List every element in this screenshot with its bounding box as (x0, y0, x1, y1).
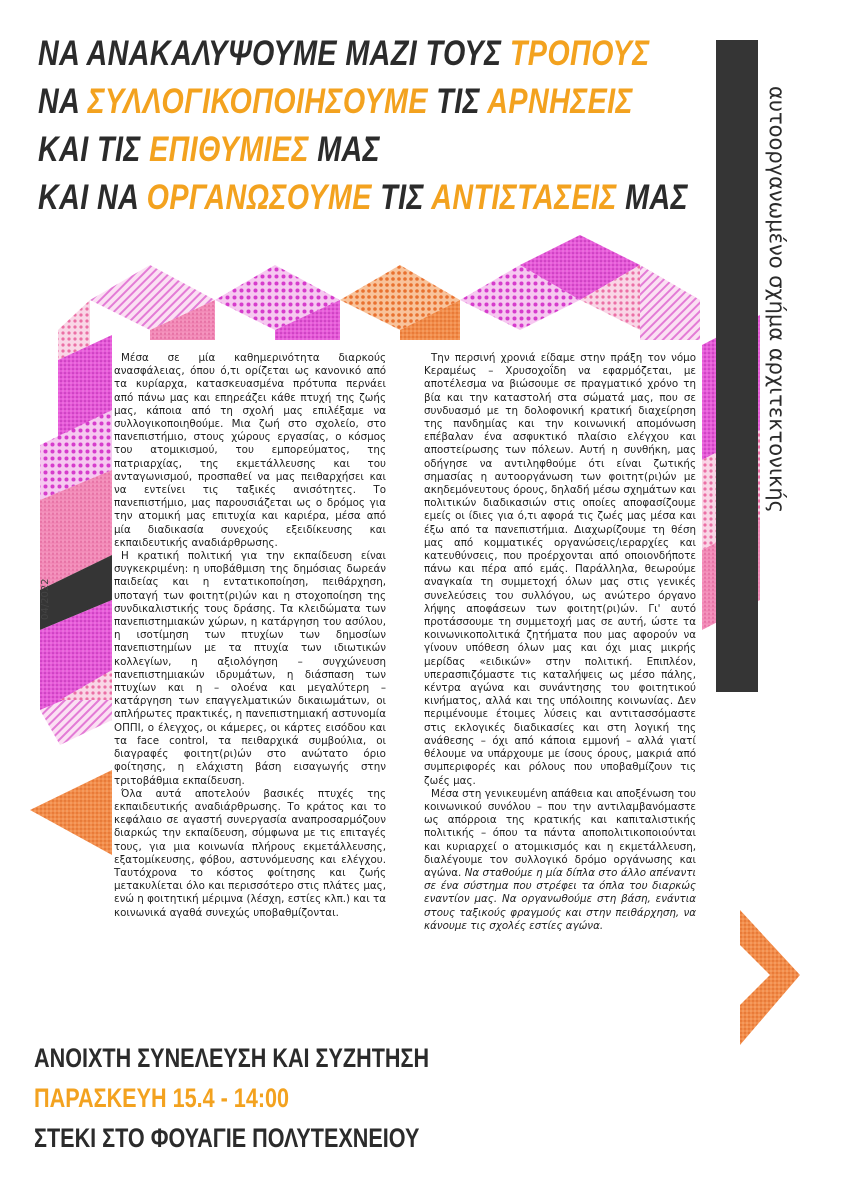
event-datetime: ΠΑΡΑΣΚΕΥΗ 15.4 - 14:00 (34, 1083, 290, 1113)
paragraph (424, 788, 696, 933)
headline-text: ΝΑ ΑΝΑΚΑΛΥΨΟΥΜΕ ΜΑΖΙ ΤΟΥΣ (38, 34, 510, 73)
article-column-left (114, 352, 386, 920)
article-column-right (424, 352, 696, 933)
headline-text: ΜΑΣ (616, 178, 688, 217)
headline-highlight: ΣΥΛΛΟΓΙΚΟΠΟΙΗΣΟΥΜΕ (87, 82, 428, 121)
headline-text: ΚΑΙ ΤΙΣ (38, 130, 150, 169)
paragraph: Μέσα σε μία καθημερινότητα διαρκούς ανασφάλειας, όπου ό,τι ορίζεται ως κανονικό από τα κυρίαρχα, κατασκευασμένα πρότυπα περνάει από πάνω μας και επηρεάζει κάθε πτυχή της ζωής μας, κάποια από τη σχολή μας επιλέξαμε να συλλογικοποιηθούμε. Μια ζωή στο σχολείο, στο πανεπιστήμιο, στους χώρους εργασίας, ο κόσμος του ατομικισμού, του εμπορεύματος, της πατριαρχίας, της εκμετάλλευσης και του ανταγωνισμού, προσπαθεί να μας πειθαρχήσει και να εντείνει τις ταξικές ανισότητες. Το πανεπιστήμιο, μας παρουσιάζεται ως ο δρόμος για την ατομική μας επιτυχία και καριέρα, μέσα από μία διαδικασία συνεχούς εξειδίκευσης και εκπαιδευτικής αναδιάρθρωσης. (114, 352, 386, 549)
event-info (34, 1038, 434, 1158)
headline-highlight: ΑΡΝΗΣΕΙΣ (487, 82, 633, 121)
headline-line-1 (38, 30, 650, 78)
article-body (112, 340, 702, 1040)
paragraph: Όλα αυτά αποτελούν βασικές πτυχές της εκπαιδευτικής αναδιάρθρωσης. Το κράτος και το κεφάλαιο σε αγαστή συνεργασία αναπροσαρμόζουν διαρκώς την εκπαίδευση, σύμφωνα με τις επιταγές τους, για μια κοινωνία πλήρους εκμετάλλευσης, εξατομίκευσης, φόβου, αστυνόμευσης και ελέγχου. Ταυτόχρονα το κόστος φοίτησης και ζωής μετακυλίεται όλο και περισσότερο στις πλάτες μας, ενώ η φοιτητική μέριμνα (λέσχη, εστίες κλπ.) και τα κοινωνικά αγαθά συνεχώς υποβαθμίζονται. (114, 787, 386, 919)
event-location: ΣΤΕΚΙ ΣΤΟ ΦΟΥΑΓΙΕ ΠΟΛΥΤΕΧΝΕΙΟΥ (34, 1123, 420, 1153)
headline-highlight: ΑΝΤΙΣΤΑΣΕΙΣ (431, 178, 617, 217)
headline-line-4 (38, 174, 688, 222)
headline-highlight: ΤΡΟΠΟΥΣ (509, 34, 650, 73)
headline (38, 30, 688, 222)
closing-call: Να σταθούμε η μία δίπλα στο άλλο απέναντι σε ένα σύστημα που στρέφει τα όπλα του διαρκώς εναντίον μας. Να οργανωθούμε στη βάση, ενάντια στους ταξικούς φραγμούς και στην πειθάρχηση, να κάνουμε τις σχολές εστίες αγώνα. (424, 866, 696, 932)
side-label: αυτοοργανωμένο σχήμα αρχιτεκτονικής (765, 86, 789, 513)
side-banner (716, 40, 758, 692)
headline-highlight: ΟΡΓΑΝΩΣΟΥΜΕ (146, 178, 372, 217)
event-title: ΑΝΟΙΧΤΗ ΣΥΝΕΛΕΥΣΗ ΚΑΙ ΣΥΖΗΤΗΣΗ (34, 1043, 430, 1073)
headline-line-3 (38, 126, 563, 174)
date-stamp: 04/2022 (40, 578, 51, 620)
paragraph: Η κρατική πολιτική για την εκπαίδευση είναι συγκεκριμένη: η υποβάθμιση της δημόσιας δωρεάν παιδείας και η εντατικοποίηση, πειθάρχηση, υποταγή των φοιτητ(ρι)ών και η στοχοποίηση της συνδικαλιστικής τους δράσης. Τα κλειδώματα των πανεπιστημιακών χώρων, η κατάργηση του ασύλου, η ισοτίμηση των πτυχίων των δημοσίων πανεπιστημίων με τα πτυχία των ιδιωτικών κολλεγίων, η αξιολόγηση – συγχώνευση πανεπιστημιακών ιδρυμάτων, η διάσπαση των πτυχίων και η – ολοένα και μεγαλύτερη – κατάργηση των επαγγελματικών δικαιωμάτων, οι απλήρωτες πρακτικές, η πανεπιστημιακή αστυνομία ΟΠΠΙ, ο έλεγχος, οι κάμερες, οι κάρτες εισόδου και τα face control, τα πειθαρχικά συμβούλια, οι διαγραφές φοιτητ(ρι)ών στο ανώτατο όριο φοίτησης, η ελάχιστη βάση εισαγωγής στην τριτοβάθμια εκπαίδευση. (114, 550, 386, 787)
headline-highlight: ΕΠΙΘΥΜΙΕΣ (149, 130, 309, 169)
headline-text: ΤΙΣ (371, 178, 432, 217)
headline-text: ΤΙΣ (427, 82, 488, 121)
paragraph: Την περσινή χρονιά είδαμε στην πράξη τον νόμο Κεραμέως – Χρυσοχοΐδη να εφαρμόζεται, με αποτέλεσμα να βιώσουμε σε πραγματικό χρόνο τη βία και την καταστολή στα σώματά μας, που σε συνδυασμό με τη δολοφονική κρατική διαχείρηση της πανδημίας και την κοινωνική απομόνωση επέβαλαν ένα ασφυκτικό πλαίσιο ελέγχου και αποστείρωσης των πόλεων. Αυτή η συνθήκη, μας οδήγησε να αντιληφθούμε ότι είναι ζωτικής σημασίας η αυτοοργάνωση των φοιτητ(ρι)ών με ακηδεμόνευτους όρους, δηλαδή μέσω σχημάτων και πολιτικών διαδικασιών στις οποίες αποφασίζουμε εμείς οι ίδιες για ό,τι αφορά τις ζωές μας μέσα και έξω από τα πανεπιστήμια. Διαχωρίζουμε τη θέση μας από κομματικές οργανώσεις/ιεραρχίες και κατευθύνσεις, που προέρχονται από οποιονδήποτε πάνω και πέρα από εμάς. Παράλληλα, θεωρούμε αναγκαία τη συμμετοχή όλων μας στις γενικές συνελεύσεις του συλλόγου, ως ανώτερο όργανο λήψης αποφάσεων των φοιτητ(ρι)ών. Γι' αυτό προτάσσουμε τη συμμετοχή μας σε αυτή, ώστε τα κοινωνικοπολιτικά ζητήματα που μας αφορούν να γίνουν υπόθεση όλων μας και όχι μιας μικρής μερίδας «ειδικών» στην πολιτική. Επιπλέον, υπερασπιζόμαστε τις καταλήψεις ως μέσο πάλης, κέντρα αγώνα και συνάντησης του φοιτητικού κινήματος, αλλά και της υπόλοιπης κοινωνίας. Δεν περιμένουμε έτοιμες λύσεις και αντιτασσόμαστε στις εκλογικές διαδικασίες και στη λογική της ανάθεσης – όχι από κάποια εμμονή – αλλά γιατί θέλουμε να υπάρχουμε με ίσους όρους, μακριά από συμπεριφορές και ρόλους που υποβαθμίζουν τις ζωές μας. (424, 352, 696, 787)
headline-line-2 (38, 78, 633, 126)
headline-text: ΝΑ (38, 82, 88, 121)
headline-text: ΜΑΣ (308, 130, 381, 169)
headline-text: ΚΑΙ ΝΑ (38, 178, 147, 217)
paragraph-text: Μέσα στη γενικευμένη απάθεια και αποξένωση του κοινωνικού συνόλου – που την αντιλαμβανόμαστε ως απόρροια της κρατικής και καπιταλιστικής πολιτικής – όπου τα πάντα αποπολιτικοποιούνται και κυριαρχεί ο ατομικισμός και η εκμετάλλευση, διαλέγουμε τον συλλογικό δρόμο οργάνωσης και αγώνα. (424, 787, 696, 879)
